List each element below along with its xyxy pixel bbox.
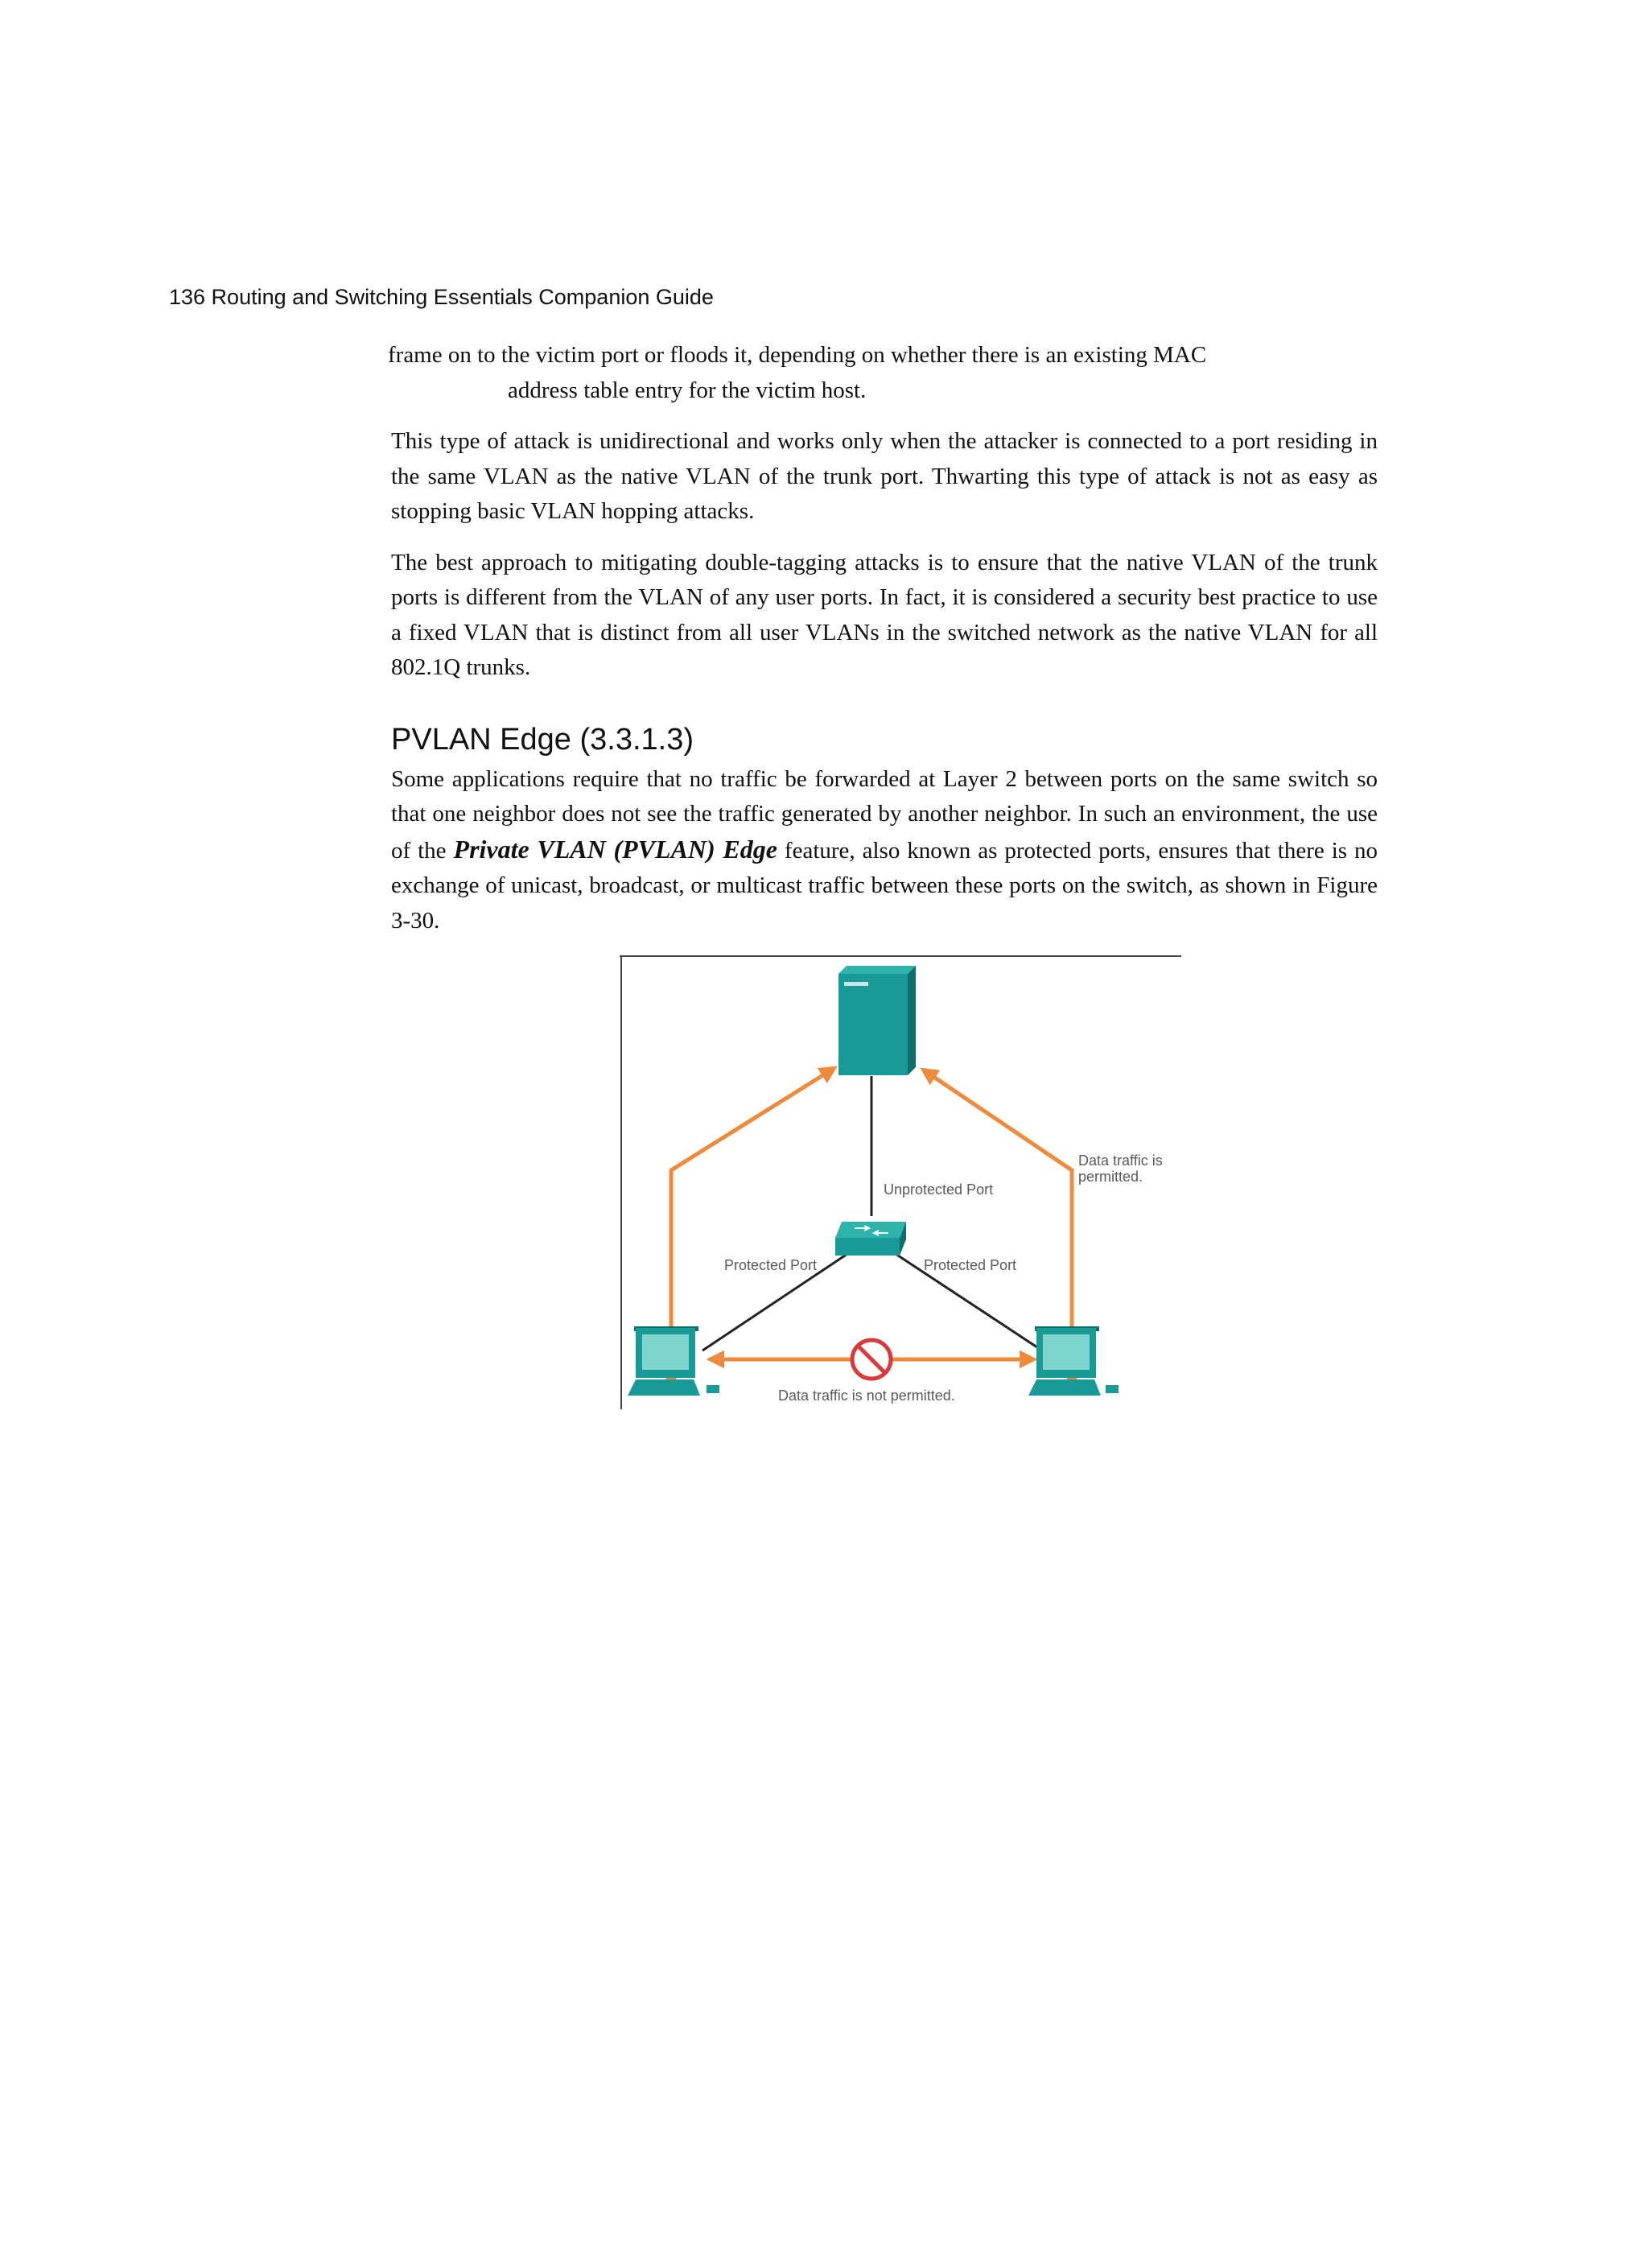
continued-paragraph-line-1: frame on to the victim port or floods it, depending on whether there is an existing MAC [388,342,1207,368]
switch-icon [835,1222,906,1256]
figure-diagram [620,955,1183,1409]
running-header: 136 Routing and Switching Essentials Companion Guide [169,285,714,309]
paragraph-pvlan-edge [391,762,1378,939]
paragraph-attack-unidirectional: This type of attack is unidirectional and works only when the attacker is connected to a port residing in the same VLAN as the native VLAN of the trunk port. Thwarting this type of attack is not as easy as stopping basic VLAN hopping attacks. [391,428,1378,524]
continued-paragraph-line-2: address table entry for the victim host. [508,377,867,403]
label-protected-port-right: Protected Port [924,1257,1017,1273]
pvlan-text-after: feature, also known as protected ports, ensures that there is no exchange of unicast, broadcast, or multicast traffic between these ports on the switch, as shown in Figure 3-30. [391,837,1378,934]
left-permitted-arrow [671,1068,834,1385]
key-term-pvlan-edge: Private VLAN (PVLAN) Edge [453,834,777,864]
label-not-permitted: Data traffic is not permitted. [778,1388,955,1404]
prohibited-icon [852,1340,891,1379]
figure-pvlan-edge [620,955,1183,1409]
page-body [388,338,1378,938]
left-pc-icon [628,1326,719,1396]
server-icon [838,966,916,1075]
label-permitted-line-1: Data traffic is [1078,1153,1163,1169]
section-heading: PVLAN Edge (3.3.1.3) [391,722,694,757]
right-pc-icon [1028,1326,1119,1396]
label-permitted-line-2: permitted. [1078,1169,1143,1185]
label-unprotected-port: Unprotected Port [884,1181,994,1198]
pvlan-text-before: Some applications require that no traffic be forwarded at Layer 2 between ports on the same switch so that one neighbor does not see the traffic generated by another neighbor. In such an environment, the use of the [391,765,1378,864]
paragraph-mitigation: The best approach to mitigating double-tagging attacks is to ensure that the native VLAN of the trunk ports is different from the VLAN of any user ports. In fact, it is considered a security best practice to use a fixed VLAN that is distinct from all user VLANs in the switched network as the native VLAN for all 802.1Q trunks. [391,549,1378,680]
label-protected-port-left: Protected Port [724,1257,818,1273]
